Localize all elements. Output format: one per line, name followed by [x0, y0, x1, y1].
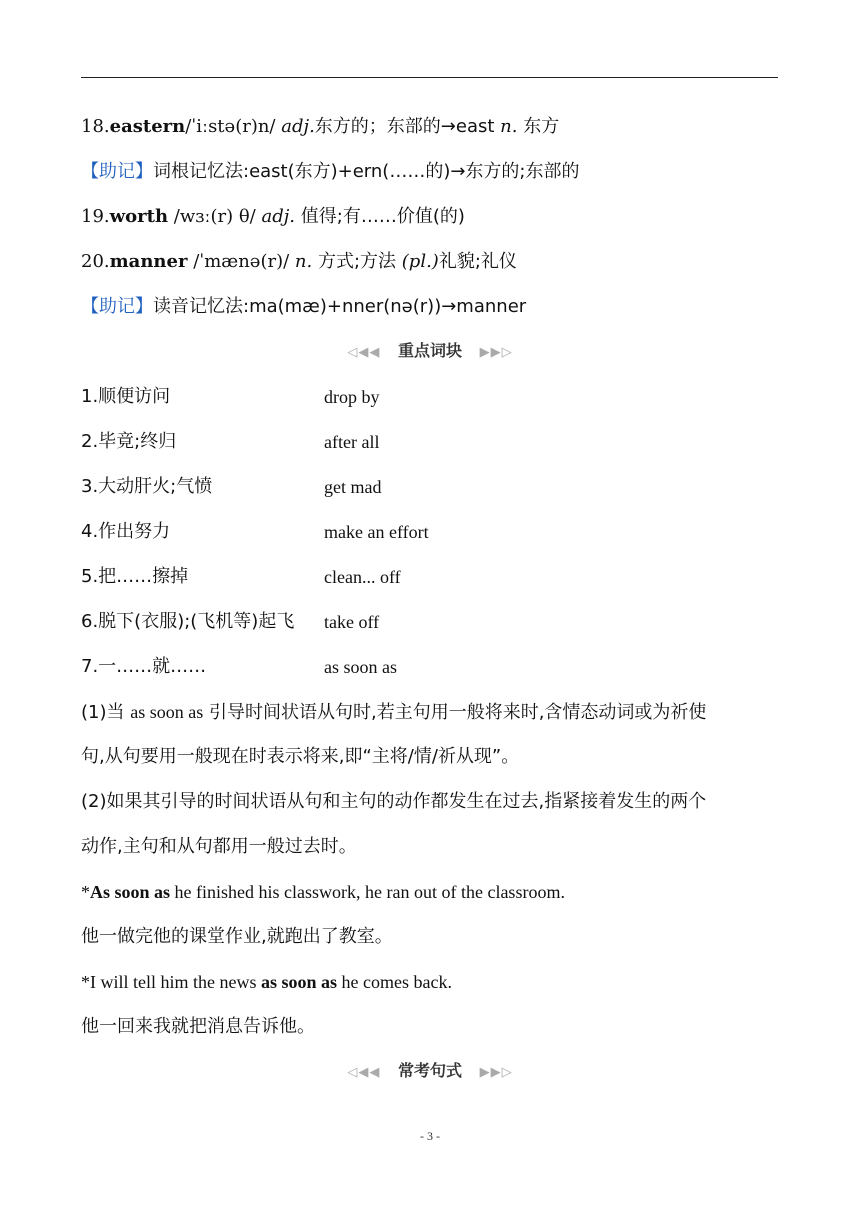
vocab-entry-manner: 20.manner /ˈmænə(r)/ n. 方式;方法 (pl.)礼貌;礼仪 [81, 251, 517, 272]
usage-note-2: (2)如果其引导的时间状语从句和主句的动作都发生在过去,指紧接着发生的两个 [81, 791, 707, 812]
usage-note-1: (1)当 as soon as 引导时间状语从句时,若主句用一般将来时,含情态动词或为祈使 [81, 702, 707, 723]
example-translation-2: 他一回来我就把消息告诉他。 [81, 1016, 315, 1037]
vocab-entry-eastern: 18.eastern/ˈiːstə(r)n/ adj.东方的；东部的→east n. 东方 [81, 116, 560, 137]
arrow-right-decoration: ▶▶▷ [479, 1065, 513, 1080]
vocab-entry-worth: 19.worth /wɜː(r) θ/ adj. 值得;有……价值(的) [81, 206, 465, 227]
arrow-right-decoration: ▶▶▷ [479, 345, 513, 360]
usage-note-1-cont: 句,从句要用一般现在时表示将来,即“主将/情/祈从现”。 [81, 746, 520, 767]
header-rule [81, 77, 778, 78]
section-title: 重点词块 [397, 341, 462, 360]
section-heading-common-patterns [0, 1059, 860, 1085]
mnemonic-tip-eastern: 【助记】词根记忆法:east(东方)+ern(……的)→东方的;东部的 [81, 161, 580, 182]
example-sentence-1: *As soon as he finished his classwork, he ran out of the classroom. [81, 882, 565, 902]
mnemonic-tip-manner: 【助记】读音记忆法:ma(mæ)+nner(nə(r))→manner [81, 296, 527, 317]
section-heading-key-phrases [0, 339, 860, 365]
arrow-left-decoration: ◁◀◀ [347, 345, 381, 360]
tip-label: 【助记】 [81, 161, 153, 182]
arrow-left-decoration: ◁◀◀ [347, 1065, 381, 1080]
section-title: 常考句式 [397, 1061, 462, 1080]
usage-note-2-cont: 动作,主句和从句都用一般过去时。 [81, 836, 357, 857]
example-translation-1: 他一做完他的课堂作业,就跑出了教室。 [81, 926, 393, 947]
tip-label: 【助记】 [81, 296, 153, 317]
page-number: - 3 - [420, 1129, 440, 1143]
example-sentence-2: *I will tell him the news as soon as he comes back. [81, 972, 452, 992]
